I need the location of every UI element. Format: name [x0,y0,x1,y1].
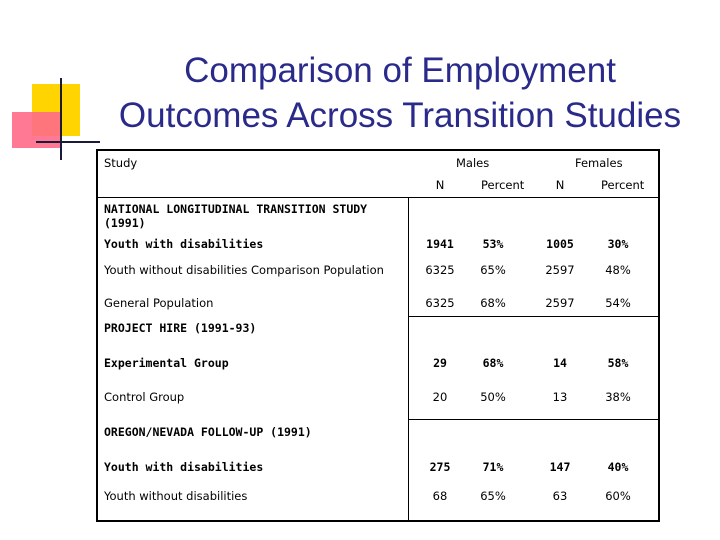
female-n: 14 [553,356,567,370]
female-percent: 38% [605,390,631,404]
decorative-vertical-line [60,78,62,160]
female-percent: 40% [607,460,629,474]
table-divider [408,197,409,520]
table-divider [408,419,658,420]
male-n: 68 [432,489,448,503]
header-female-percent: Percent [601,178,645,192]
row-label: Youth without disabilities Comparison Population [104,263,384,277]
male-percent: 65% [480,263,506,277]
title-line-1: Comparison of Employment [184,51,616,90]
female-n: 1005 [546,237,574,251]
male-n: 29 [433,356,447,370]
employment-comparison-table [96,149,660,522]
male-n: 1941 [426,237,454,251]
header-male-n: N [435,178,445,192]
female-percent: 54% [605,296,631,310]
female-percent: 58% [607,356,629,370]
male-n: 275 [429,460,451,474]
female-n: 147 [549,460,571,474]
row-label: Control Group [104,390,185,404]
section-project-hire: PROJECT HIRE (1991-93) [104,321,257,335]
male-percent: 65% [480,489,506,503]
male-n: 6325 [425,296,455,310]
row-label: Youth without disabilities [104,489,248,503]
row-label: Experimental Group [104,356,229,370]
male-percent: 71% [482,460,504,474]
male-n: 20 [432,390,448,404]
decorative-horizontal-line [36,141,100,143]
table-divider [408,316,409,336]
header-females: Females [575,156,623,170]
male-percent: 68% [482,356,504,370]
header-study: Study [104,156,138,170]
female-n: 2597 [545,263,575,277]
female-percent: 60% [605,489,631,503]
female-percent: 48% [605,263,631,277]
male-percent: 50% [480,390,506,404]
header-female-n: N [555,178,565,192]
female-n: 13 [552,390,568,404]
male-percent: 68% [480,296,506,310]
female-n: 63 [552,489,568,503]
male-n: 6325 [425,263,455,277]
header-males: Males [456,156,490,170]
slide-title [100,48,700,138]
section-nlts: NATIONAL LONGITUDINAL TRANSITION STUDY (1991) [104,202,368,230]
row-label: Youth with disabilities [104,237,264,251]
section-oregon-nevada: OREGON/NEVADA FOLLOW-UP (1991) [104,425,312,439]
title-line-2: Outcomes Across Transition Studies [118,96,682,135]
row-label: Youth with disabilities [104,460,264,474]
table-divider [98,197,658,198]
header-male-percent: Percent [481,178,525,192]
table-divider [408,316,658,317]
female-percent: 30% [607,237,629,251]
female-n: 2597 [545,296,575,310]
male-percent: 53% [482,237,504,251]
row-label: General Population [104,296,214,310]
